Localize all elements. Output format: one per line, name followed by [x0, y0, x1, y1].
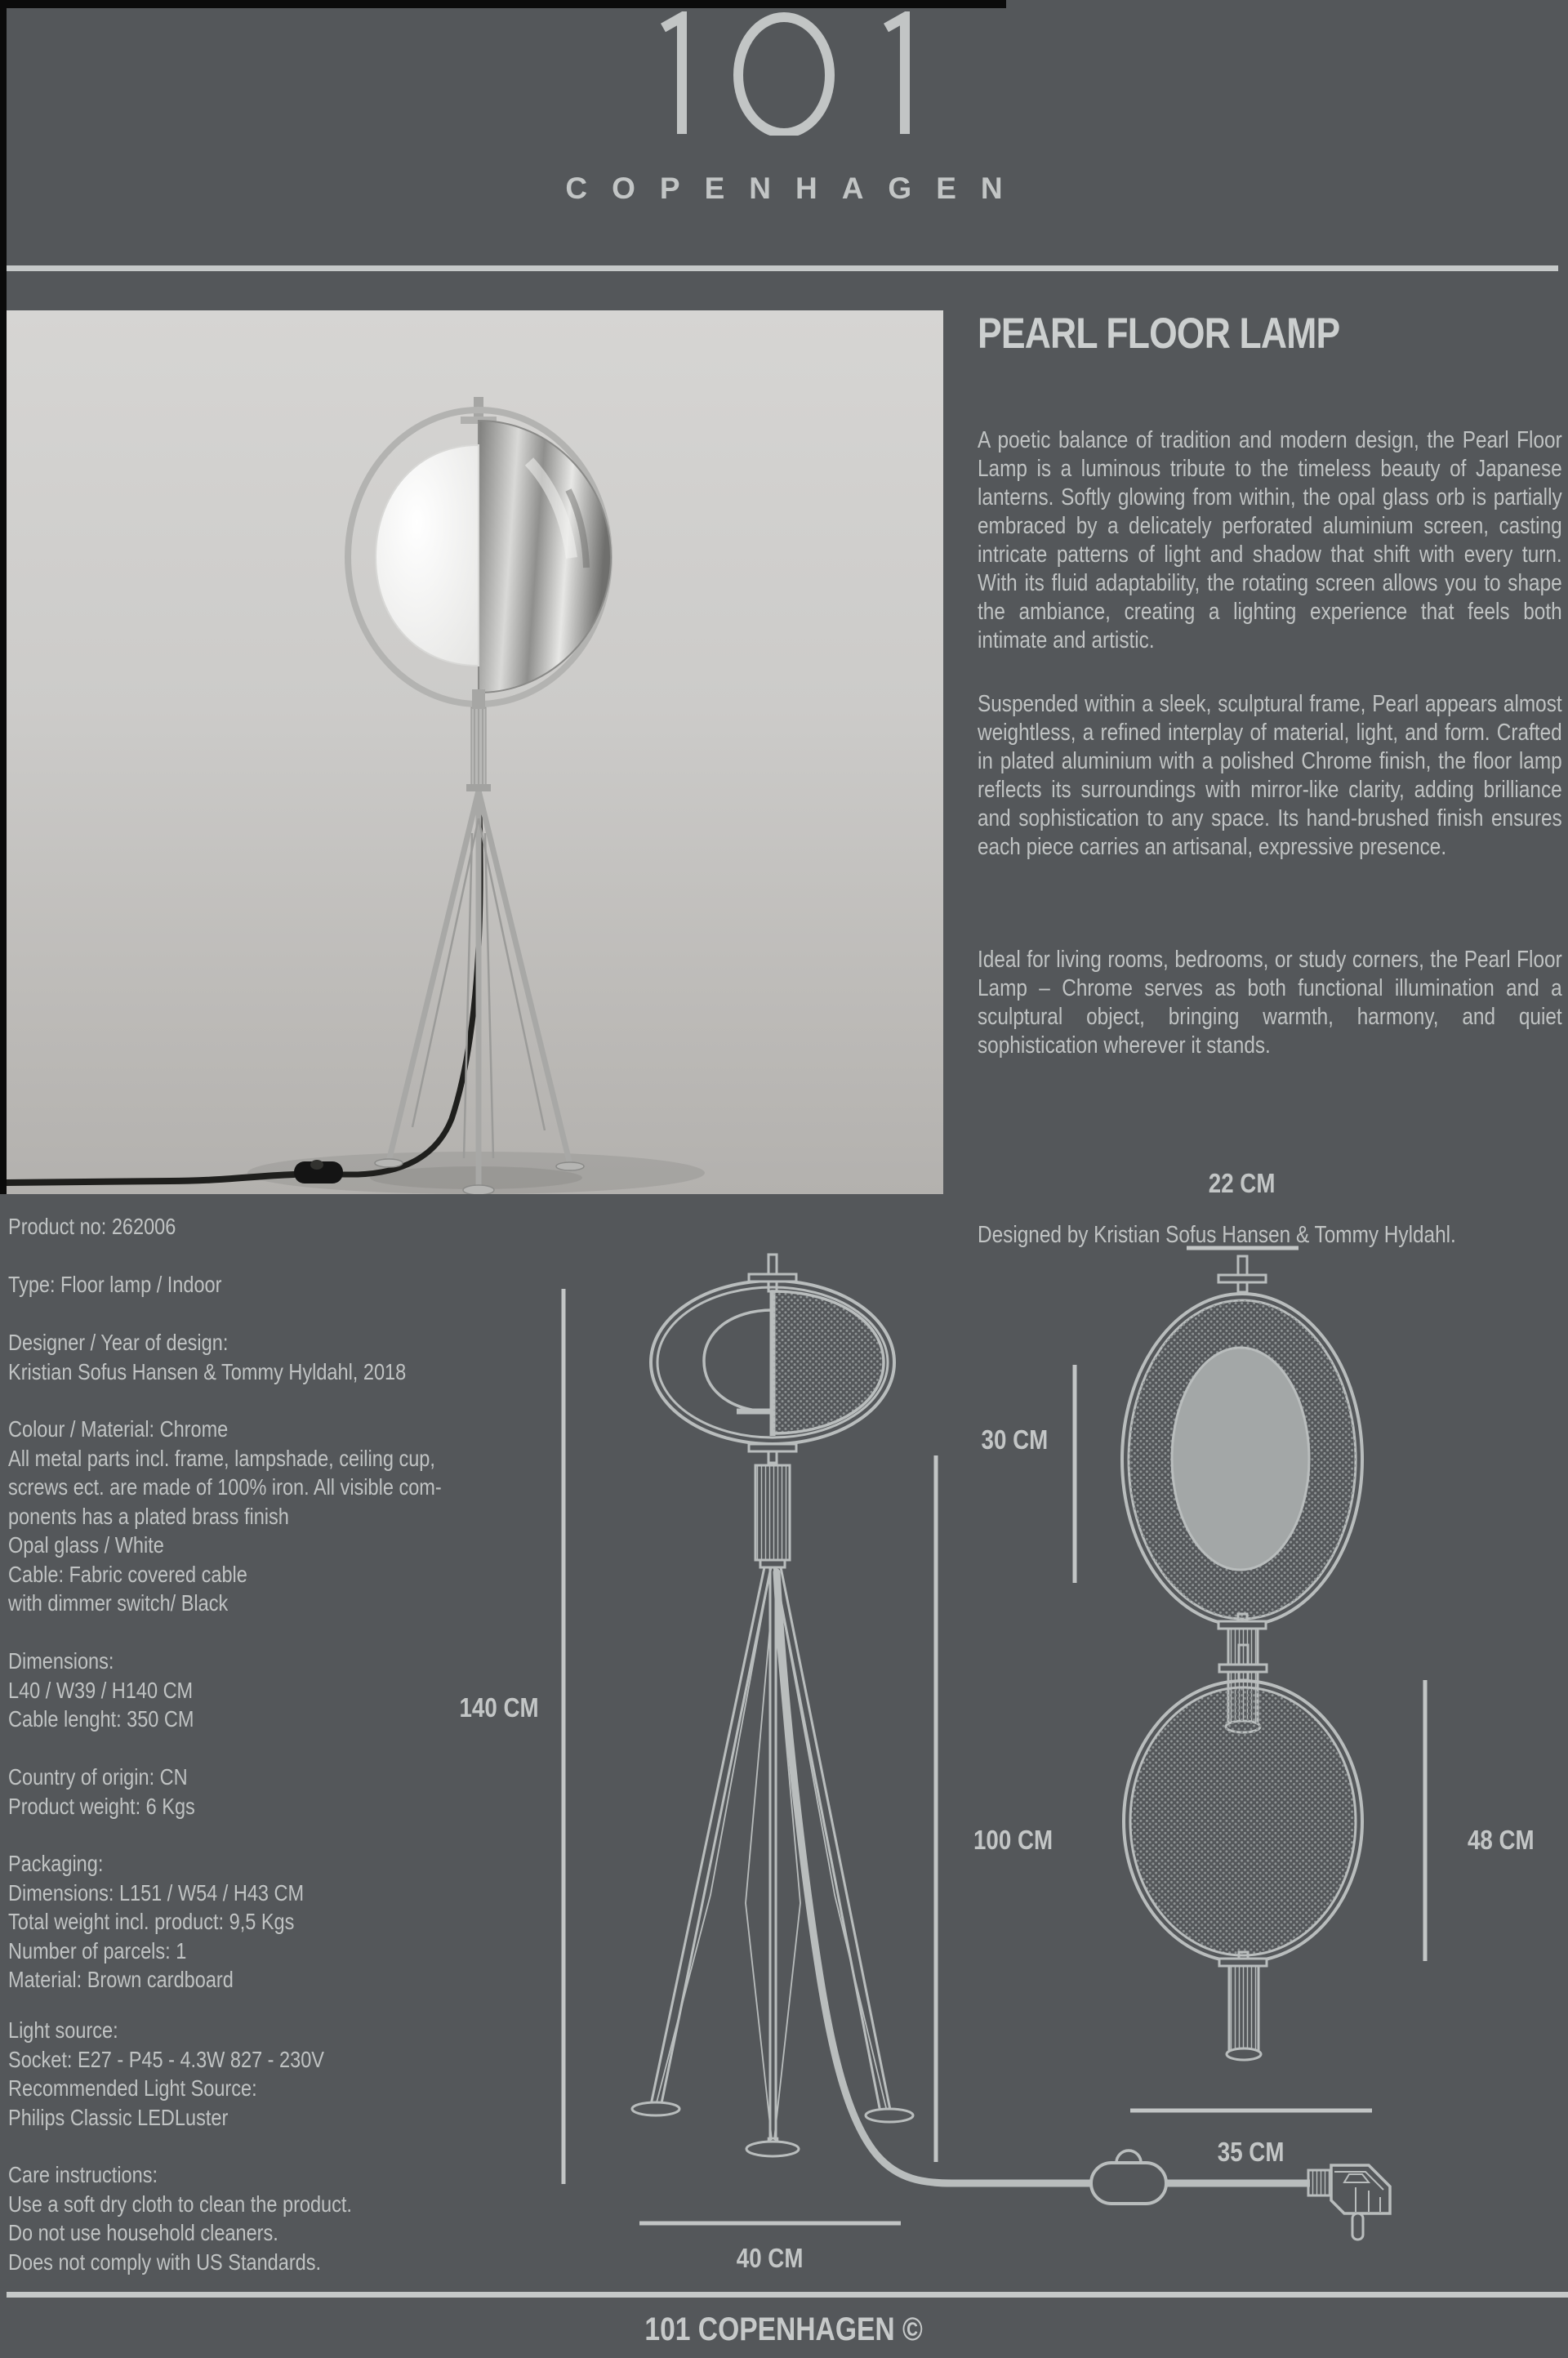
- dim-label-30cm: 30 CM: [981, 1424, 1048, 1455]
- spec-line: screws ect. are made of 100% iron. All visible com-: [8, 1474, 442, 1500]
- spec-line: Kristian Sofus Hansen & Tommy Hyldahl, 2018: [8, 1358, 407, 1384]
- designer-note: Designed by Kristian Sofus Hansen & Tommy Hyldahl.: [978, 1222, 1456, 1248]
- spec-line: with dimmer switch/ Black: [8, 1590, 229, 1616]
- spec-line: Use a soft dry cloth to clean the product.: [8, 2191, 352, 2217]
- spec-line: Country of origin: CN: [8, 1764, 188, 1790]
- footer-brand: 101 COPENHAGEN ©: [644, 2311, 924, 2347]
- spec-line: Do not use household cleaners.: [8, 2220, 278, 2245]
- brand-name: COPENHAGEN: [565, 172, 1027, 205]
- spec-line: Does not comply with US Standards.: [8, 2249, 322, 2275]
- spec-line: Designer / Year of design:: [8, 1330, 229, 1355]
- spec-line: Material: Brown cardboard: [8, 1967, 234, 1992]
- spec-line: Opal glass / White: [8, 1532, 164, 1558]
- dim-label-40cm: 40 CM: [737, 2243, 804, 2273]
- spec-line: All metal parts incl. frame, lampshade, ceiling cup,: [8, 1445, 435, 1471]
- spec-line: Light source:: [8, 2017, 118, 2043]
- drawing-head-front-view: [1124, 1645, 1362, 2060]
- spec-line: Packaging:: [8, 1851, 104, 1876]
- spec-line: Socket: E27 - P45 - 4.3W 827 - 230V: [8, 2046, 324, 2072]
- dim-label-48cm: 48 CM: [1468, 1825, 1535, 1855]
- spec-line: Total weight incl. product: 9,5 Kgs: [8, 1909, 295, 1934]
- spec-line: Philips Classic LEDLuster: [8, 2104, 229, 2130]
- spec-line: Product weight: 6 Kgs: [8, 1793, 195, 1819]
- description-paragraph-3: Ideal for living rooms, bedrooms, or study corners, the Pearl Floor Lamp – Chrome serves as both functional illumination and a sculptural object, bringing warmth, harmony, and quiet sophistication wherever it stands.: [978, 947, 1562, 1059]
- spec-line: Product no: 262006: [8, 1214, 176, 1239]
- dim-label-100cm: 100 CM: [973, 1825, 1054, 1855]
- page-title: PEARL FLOOR LAMP: [978, 310, 1340, 358]
- spec-line: Recommended Light Source:: [8, 2075, 257, 2101]
- spec-line: ponents has a plated brass finish: [8, 1503, 289, 1529]
- footer-rule: [7, 2292, 1568, 2298]
- description-paragraph-2: Suspended within a sleek, sculptural frame, Pearl appears almost weightless, a refined interplay of material, light, and form. Crafted in plated aluminium with a polished Chrome finish, the floor lamp reflects its surroundings with mirror-like clarity, adding brilliance and sophistication to any space. Its hand-brushed finish ensures each piece carries an artisanal, expressive presence.: [978, 691, 1562, 860]
- dimmer-switch-drawing: [1091, 2151, 1166, 2204]
- drawing-full-lamp: [632, 1255, 913, 2156]
- spec-line: Colour / Material: Chrome: [8, 1416, 229, 1442]
- description-paragraph-1: A poetic balance of tradition and modern design, the Pearl Floor Lamp is a luminous tribute to the timeless beauty of Japanese lanterns. Softly glowing from within, the opal glass orb is partially embraced by a delicately perforated aluminium screen, casting intricate patterns of light and shadow that shift with every turn. With its fluid adaptability, the rotating screen allows you to shape the ambiance, creating a lighting experience that feels both intimate and artistic.: [978, 427, 1562, 653]
- dim-label-22cm: 22 CM: [1209, 1168, 1276, 1198]
- spec-line: Dimensions:: [8, 1648, 114, 1674]
- spec-line: L40 / W39 / H140 CM: [8, 1677, 194, 1703]
- plug-drawing: [1308, 2165, 1390, 2240]
- spec-line: Type: Floor lamp / Indoor: [8, 1272, 222, 1297]
- spec-line: Cable lenght: 350 CM: [8, 1706, 194, 1732]
- dim-label-35cm: 35 CM: [1218, 2137, 1285, 2167]
- drawing-head-side-view: [1122, 1256, 1362, 1732]
- spec-line: Dimensions: L151 / W54 / H43 CM: [8, 1879, 305, 1906]
- spec-line: Number of parcels: 1: [8, 1937, 187, 1964]
- dim-label-140cm: 140 CM: [459, 1692, 539, 1723]
- spec-line: Cable: Fabric covered cable: [8, 1561, 247, 1587]
- spec-line: Care instructions:: [8, 2162, 158, 2187]
